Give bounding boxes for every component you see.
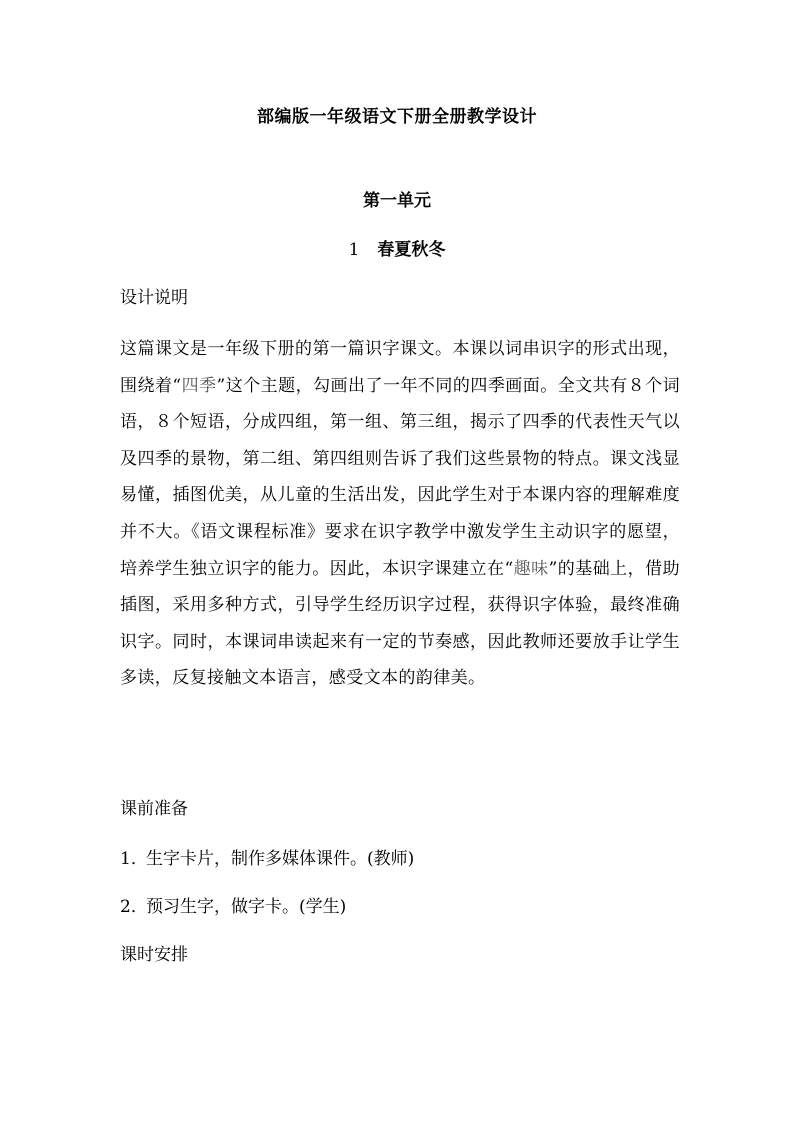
item-number: 2．: [120, 897, 148, 917]
item-text: 预习生字，做字卡。(学生): [146, 897, 347, 917]
design-notes-paragraph: [120, 331, 680, 697]
unit-title: 第一单元: [363, 191, 431, 211]
paragraph-text-part: ”的基础上，借助插图，采用多种方式，引导学生经历识字过程，获得识字体验，最终准确识字。同时，本课词串读起来有一定的节奏感，因此教师还要放手让学生多读，反复接触文本语言，感受文本的韵律美。: [120, 558, 680, 689]
preparation-item: [120, 893, 346, 921]
document-title: 部编版一年级语文下册全册教学设计: [257, 107, 537, 127]
item-number: 1．: [120, 849, 148, 869]
lesson-name: 春夏秋冬: [377, 240, 446, 260]
item-text: 生字卡片，制作多媒体课件。(教师): [146, 849, 415, 869]
lesson-number: 1: [348, 240, 360, 260]
paragraph-text-part: ”这个主题，勾画出了一年不同的四季画面。全文共有８个词语，８个短语，分成四组，第一组、第三组，揭示了四季的代表性天气以及四季的景物，第二组、第四组则告诉了我们这些景物的特点。课文浅显易懂，插图优美，从儿童的生活出发，因此学生对于本课内容的理解难度并不大。《语文课程标准》要求在识字教学中激发学生主动识字的愿望，培养学生独立识字的能力。因此，本识字课建立在“: [120, 375, 680, 579]
design-notes-heading: 设计说明: [120, 288, 188, 308]
lesson-title: [0, 236, 794, 264]
highlight-term: 趣味: [513, 558, 549, 579]
schedule-heading: 课时安排: [120, 945, 188, 965]
highlight-term: 四季: [181, 375, 217, 396]
preparation-item: [120, 845, 414, 873]
preparation-heading: 课前准备: [120, 799, 188, 819]
paragraph-text-part: 这篇课文是一年级下册的第一篇识字课文。本课以词串识字的形式出现，围绕着“: [120, 339, 680, 396]
